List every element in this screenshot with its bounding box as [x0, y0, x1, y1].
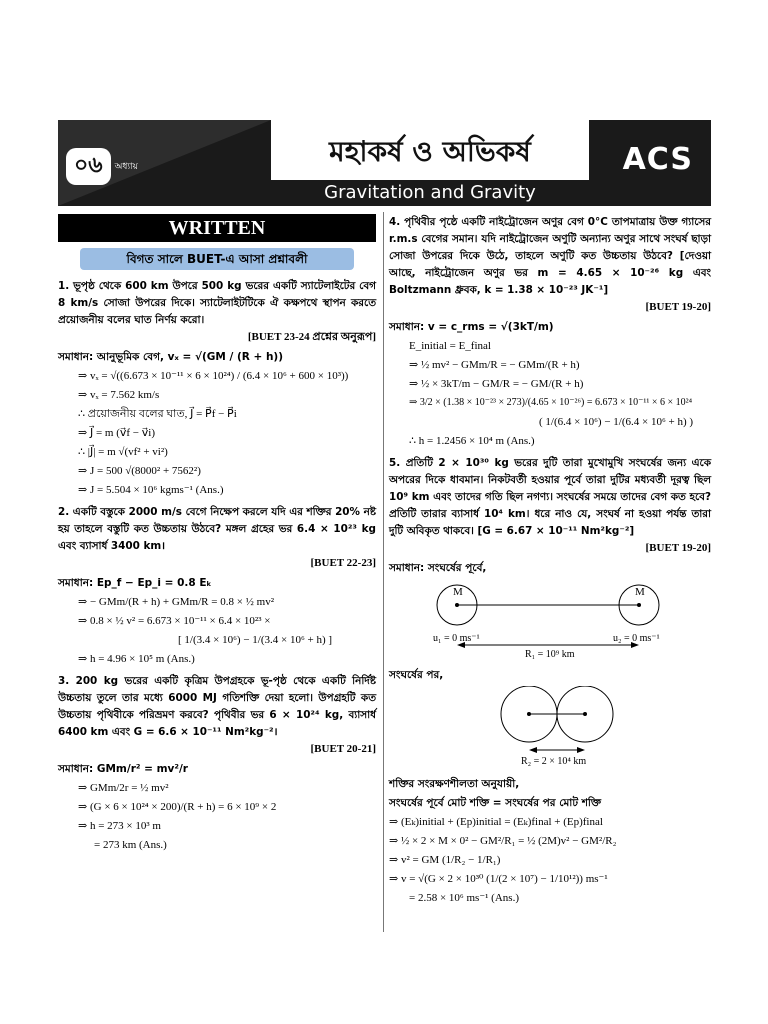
- solution-line: ∴ h = 1.2456 × 10⁴ m (Ans.): [409, 435, 535, 447]
- solution-4: [389, 319, 711, 449]
- solution-line: ⇒ (G × 6 × 10²⁴ × 200)/(R + h) = 6 × 10⁹ × 2: [78, 801, 277, 813]
- before-collision-diagram: [389, 579, 711, 659]
- solution-line: [ 1/(3.4 × 10⁶) − 1/(3.4 × 10⁶ + h) ]: [178, 634, 333, 646]
- column-divider: [383, 212, 384, 932]
- solution-line: ⇒ v² = GM (1/R₂ − 1/R₁): [389, 854, 501, 866]
- solution-5-after: সংঘর্ষের পর,: [389, 669, 444, 681]
- solution-line: ⇒ ½ × 3kT/m − GM/R = − GM/(R + h): [409, 378, 584, 390]
- question-1: [58, 278, 376, 346]
- solution-line: ⇒ − GMm/(R + h) + GMm/R = 0.8 × ½ mv²: [78, 596, 275, 608]
- solution-line: ⇒ 0.8 × ½ v² = 6.673 × 10⁻¹¹ × 6.4 × 10²³ ×: [78, 615, 271, 627]
- chapter-number: ০৬: [66, 148, 111, 185]
- solution-line: ∴ |J⃗| = m √(vf² + vi²): [78, 446, 168, 458]
- r2-arrow-right-head: [577, 747, 585, 753]
- solution-3: [58, 761, 376, 853]
- solution-line: E_initial = E_final: [409, 340, 491, 352]
- r2-label: R₂ = 2 × 10⁴ km: [521, 756, 587, 767]
- solution-line: ⇒ (Eₖ)initial + (Ep)initial = (Eₖ)final + (Ep)final: [389, 816, 603, 828]
- solution-line: ⇒ J = 500 √(8000² + 7562²): [78, 465, 201, 477]
- solution-line: ⇒ vₓ = 7.562 km/s: [78, 389, 160, 401]
- question-3: [58, 673, 376, 758]
- solution-2: [58, 575, 376, 667]
- left-column: [58, 214, 376, 856]
- question-2-tag: [BUET 22-23]: [310, 557, 376, 569]
- chapter-number-badge: [66, 148, 138, 185]
- after-collision-diagram: [389, 686, 711, 768]
- solution-line: ⇒ h = 273 × 10³ m: [78, 820, 161, 832]
- r1-label: R₁ = 10⁹ km: [525, 649, 575, 659]
- chapter-title-bn: মহাকর্ষ ও অভিকর্ষ: [329, 135, 531, 168]
- solution-line: শক্তির সংরক্ষণশীলতা অনুযায়ী,: [389, 778, 520, 790]
- r2-arrow-left-head: [529, 747, 537, 753]
- solution-line: ⇒ ½ mv² − GMm/R = − GMm/(R + h): [409, 359, 580, 371]
- solution-line: সংঘর্ষের পূর্বে মোট শক্তি = সংঘর্ষের পর মোট শক্তি: [389, 797, 602, 809]
- solution-5: [389, 776, 711, 906]
- solution-line: সমাধান: v = c_rms = √(3kT/m): [389, 321, 554, 333]
- question-5: [389, 455, 711, 557]
- chapter-label: অধ্যায়: [114, 162, 138, 172]
- solution-line: ⇒ v = √(G × 2 × 10³⁰ (1/(2 × 10⁷) − 1/10¹²)) ms⁻¹: [389, 873, 608, 885]
- question-2-text: 2. একটি বস্তুকে 2000 m/s বেগে নিক্ষেপ করলে যদি এর শক্তির 20% নষ্ট হয় তাহলে বস্তুটি কত উচ্চতায় উঠবে? মঙ্গল গ্রহের ভর 6.4 × 10²³ kg এবং ব্যাসার্ধ 3400 km।: [58, 506, 376, 552]
- question-2: [58, 504, 376, 572]
- solution-line: ⇒ 3/2 × (1.38 × 10⁻²³ × 273)/(4.65 × 10⁻²⁶) = 6.673 × 10⁻¹¹ × 6 × 10²⁴: [409, 397, 693, 408]
- chapter-banner: [58, 120, 711, 206]
- question-5-text: 5. প্রতিটি 2 × 10³⁰ kg ভরের দুটি তারা মুখোমুখি সংঘর্ষের জন্য একে অপরের দিকে ধাবমান। নিকটবর্তী হওয়ার পূর্বে তারা দুটির মধ্যবর্তী দূরত্ব ছিল 10⁹ km এবং তাদের গতি ছিল নগণ্য। সংঘর্ষের সময়ে তাদের বেগ কত হবে? প্রতিটি তারার ব্যাসার্ধ 10⁴ km। ধরে নাও যে, সংঘর্ষ না হওয়া পর্যন্ত তারা দুটি অবিকৃত থাকবে। [G = 6.67 × 10⁻¹¹ Nm²kg⁻²]: [389, 457, 711, 537]
- question-1-tag: [BUET 23-24 প্রশ্নের অনুরূপ]: [247, 331, 376, 343]
- question-5-tag: [BUET 19-20]: [645, 542, 711, 554]
- chapter-title-en: Gravitation and Gravity: [324, 182, 536, 203]
- solution-line: সমাধান: আনুভূমিক বেগ, vₓ = √(GM / (R + h)): [58, 351, 284, 363]
- written-heading: WRITTEN: [58, 214, 376, 242]
- solution-line: ⇒ J⃗ = m (v⃗f − v⃗i): [78, 427, 155, 439]
- solution-line: ( 1/(6.4 × 10⁶) − 1/(6.4 × 10⁶ + h) ): [539, 416, 694, 428]
- solution-line: ⇒ ½ × 2 × M × 0² − GM²/R₁ = ½ (2M)v² − GM²/R₂: [389, 835, 617, 847]
- solution-line: = 273 km (Ans.): [94, 839, 167, 851]
- u1-label: u₁ = 0 ms⁻¹: [433, 633, 480, 644]
- buet-subheading: বিগত সালে BUET-এ আসা প্রশ্নাবলী: [80, 248, 354, 270]
- solution-line: = 2.58 × 10⁶ ms⁻¹ (Ans.): [409, 892, 519, 904]
- solution-1: [58, 349, 376, 498]
- solution-line: ⇒ J = 5.504 × 10⁶ kgms⁻¹ (Ans.): [78, 484, 224, 496]
- solution-5-before: সমাধান: সংঘর্ষের পূর্বে,: [389, 562, 487, 574]
- question-4: [389, 214, 711, 316]
- question-4-text: 4. পৃথিবীর পৃষ্ঠে একটি নাইট্রোজেন অণুর বেগ 0°C তাপমাত্রায় উক্ত গ্যাসের r.m.s বেগের সমান। যদি নাইট্রোজেন অণুটি অন্যান্য অণুর সাথে সংঘর্ষ ছাড়া সোজা উপরের দিকে উঠে, তাহলে অণুটি কত উচ্চতায় উঠবে? [দেওয়া আছে, নাইট্রোজেন অণুর ভর m = 4.65 × 10⁻²⁶ kg এবং Boltzmann ধ্রুবক, k = 1.38 × 10⁻²³ JK⁻¹]: [389, 216, 711, 296]
- question-3-tag: [BUET 20-21]: [310, 743, 376, 755]
- solution-line: সমাধান: GMm/r² = mv²/r: [58, 763, 188, 775]
- acs-logo: ACS: [622, 142, 693, 177]
- solution-line: সমাধান: Ep_f − Ep_i = 0.8 Eₖ: [58, 577, 212, 589]
- question-3-text: 3. 200 kg ভরের একটি কৃত্রিম উপগ্রহকে ভূ-পৃষ্ঠ থেকে একটি নির্দিষ্ট উচ্চতায় তুলে তার মধ্যে 6000 MJ গতিশক্তি দেয়া হলো। উপগ্রহটি কত উচ্চতায় পৃথিবীকে পরিভ্রমণ করবে? পৃথিবীর ভর 6 × 10²⁴ kg, ব্যাসার্ধ 6400 km এবং G = 6.6 × 10⁻¹¹ Nm²kg⁻²।: [58, 675, 376, 738]
- solution-line: ⇒ vₓ = √((6.673 × 10⁻¹¹ × 6 × 10²⁴) / (6.4 × 10⁶ + 600 × 10³)): [78, 370, 349, 382]
- question-4-tag: [BUET 19-20]: [645, 301, 711, 313]
- solution-line: ⇒ h = 4.96 × 10⁵ m (Ans.): [78, 653, 195, 665]
- question-1-text: 1. ভূপৃষ্ঠ থেকে 600 km উপরে 500 kg ভরের একটি স্যাটেলাইটের বেগ 8 km/s সোজা উপরের দিকে। স্যাটেলাইটটিকে ঐ কক্ষপথে স্থাপন করতে প্রয়োজনীয় বলের ঘাত নির্ণয় করো।: [58, 280, 376, 326]
- mass-right-label: M: [635, 586, 645, 598]
- mass-left-label: M: [453, 586, 463, 598]
- solution-line: ⇒ GMm/2r = ½ mv²: [78, 782, 169, 794]
- right-column: [389, 214, 711, 909]
- u2-label: u₂ = 0 ms⁻¹: [613, 633, 660, 644]
- solution-line: ∴ প্রয়োজনীয় বলের ঘাত, J⃗ = P⃗f − P⃗i: [78, 408, 237, 420]
